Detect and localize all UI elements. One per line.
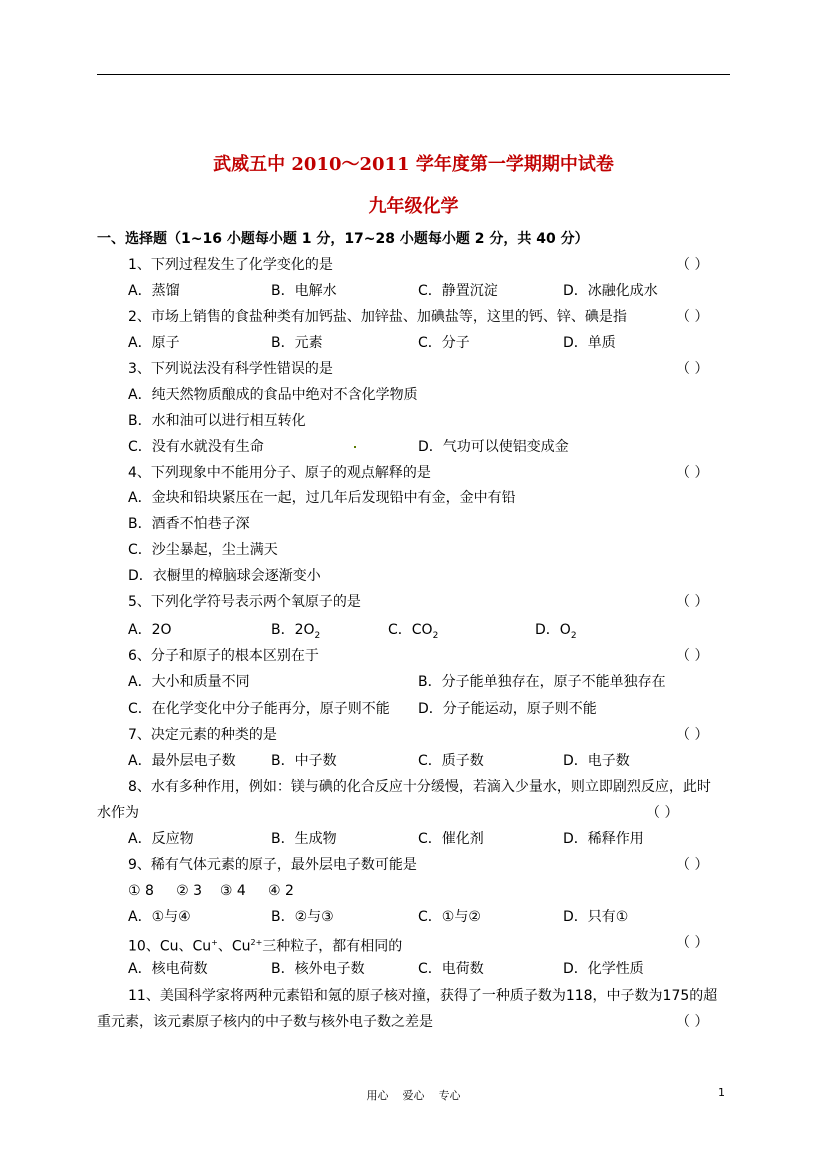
question-11-stem: 11、美国科学家将两种元素铅和氪的原子核对撞，获得了一种质子数为118，中子数为175的超 <box>128 988 718 1004</box>
q10-stem-part1: 10、Cu、Cu <box>128 938 212 955</box>
q6-option-b: B．分子能单独存在，原子不能单独存在 <box>418 674 666 690</box>
q7-option-b: B．中子数 <box>271 753 337 769</box>
answer-blank-6: （ ） <box>676 648 709 664</box>
q9-items: ① 8 ② 3 ③ 4 ④ 2 <box>128 883 294 899</box>
q5-option-c-sub: 2 <box>432 630 439 641</box>
q3-option-b: B．水和油可以进行相互转化 <box>128 413 306 429</box>
q2-option-d: D．单质 <box>563 335 616 351</box>
q5-option-d-sub: 2 <box>570 630 577 641</box>
question-11-stem-cont: 重元素，该元素原子核内的中子数与核外电子数之差是 <box>97 1014 433 1030</box>
q1-option-d: D．冰融化成水 <box>563 283 658 299</box>
q9-option-c: C．①与② <box>418 909 481 925</box>
q10-stem-part3: 三种粒子，都有相同的 <box>262 938 403 955</box>
q10-option-a: A．核电荷数 <box>128 961 208 977</box>
q1-option-a: A．蒸馏 <box>128 283 180 299</box>
question-4-stem: 4、下列现象中不能用分子、原子的观点解释的是 <box>128 465 431 481</box>
answer-blank-9: （ ） <box>676 857 709 873</box>
q5-option-b-text: B．2O <box>271 622 315 638</box>
q7-option-c: C．质子数 <box>418 753 484 769</box>
answer-blank-4: （ ） <box>676 465 709 481</box>
q8-option-b: B．生成物 <box>271 831 337 847</box>
q5-option-c-text: C．CO <box>388 622 433 638</box>
q2-option-c: C．分子 <box>418 335 470 351</box>
answer-blank-11: （ ） <box>676 1014 709 1030</box>
q10-sup-2: 2+ <box>250 938 263 947</box>
exam-title: 武威五中 2010～2011 学年度第一学期期中试卷 <box>213 154 614 175</box>
question-9-stem: 9、稀有气体元素的原子，最外层电子数可能是 <box>128 857 417 873</box>
question-3-stem: 3、下列说法没有科学性错误的是 <box>128 361 333 377</box>
page-footer: 用心 爱心 专心 <box>366 1089 461 1102</box>
q4-option-d: D．衣橱里的樟脑球会逐渐变小 <box>128 568 321 584</box>
q3-option-d: D．气功可以使铝变成金 <box>418 439 569 455</box>
q8-option-a: A．反应物 <box>128 831 194 847</box>
q2-option-a: A．原子 <box>128 335 180 351</box>
q6-option-a: A．大小和质量不同 <box>128 674 250 690</box>
question-8-stem-cont: 水作为 <box>97 805 139 821</box>
question-1-stem: 1、下列过程发生了化学变化的是 <box>128 257 333 273</box>
q5-option-a: A．2O <box>128 622 172 638</box>
q4-option-c: C．沙尘暴起，尘土满天 <box>128 542 278 558</box>
q1-option-c: C．静置沉淀 <box>418 283 498 299</box>
header-rule <box>97 74 730 75</box>
answer-blank-7: （ ） <box>676 727 709 743</box>
page-number: 1 <box>718 1086 725 1099</box>
stray-dot <box>354 446 356 448</box>
q7-option-a: A．最外层电子数 <box>128 753 236 769</box>
q10-sup-1: + <box>211 938 218 947</box>
q9-option-b: B．②与③ <box>271 909 334 925</box>
q4-option-b: B．酒香不怕巷子深 <box>128 516 250 532</box>
exam-subtitle: 九年级化学 <box>368 196 459 217</box>
question-5-stem: 5、下列化学符号表示两个氧原子的是 <box>128 594 361 610</box>
answer-blank-1: （ ） <box>676 257 709 273</box>
q10-stem-part2: 、Cu <box>217 938 251 955</box>
q6-option-c: C．在化学变化中分子能再分，原子则不能 <box>128 701 390 717</box>
question-6-stem: 6、分子和原子的根本区别在于 <box>128 648 319 664</box>
answer-blank-3: （ ） <box>676 361 709 377</box>
q8-option-d: D．稀释作用 <box>563 831 644 847</box>
question-7-stem: 7、决定元素的种类的是 <box>128 727 277 743</box>
q3-option-a: A．纯天然物质酿成的食品中绝对不含化学物质 <box>128 387 418 403</box>
answer-blank-8: （ ） <box>646 805 679 821</box>
q9-option-a: A．①与④ <box>128 909 191 925</box>
answer-blank-2: （ ） <box>676 309 709 325</box>
q5-option-b-sub: 2 <box>314 630 321 641</box>
q7-option-d: D．电子数 <box>563 753 630 769</box>
question-8-stem: 8、水有多种作用，例如：镁与碘的化合反应十分缓慢，若滴入少量水，则立即剧烈反应，此时 <box>128 779 711 795</box>
q9-option-d: D．只有① <box>563 909 629 925</box>
q8-option-c: C．催化剂 <box>418 831 484 847</box>
q5-option-b <box>271 621 320 645</box>
q4-option-a: A．金块和铅块紧压在一起，过几年后发现铅中有金，金中有铅 <box>128 490 516 506</box>
answer-blank-5: （ ） <box>676 594 709 610</box>
q10-option-c: C．电荷数 <box>418 961 484 977</box>
q1-option-b: B．电解水 <box>271 283 337 299</box>
question-10-stem <box>128 934 402 956</box>
q5-option-c <box>388 621 438 645</box>
q6-option-d: D．分子能运动，原子则不能 <box>418 701 597 717</box>
question-2-stem: 2、市场上销售的食盐种类有加钙盐、加锌盐、加碘盐等，这里的钙、锌、碘是指 <box>128 309 627 325</box>
section-heading: 一、选择题（1~16 小题每小题 1 分，17~28 小题每小题 2 分，共 40 分） <box>97 231 589 247</box>
q5-option-d-text: D．O <box>535 622 571 638</box>
q2-option-b: B．元素 <box>271 335 323 351</box>
answer-blank-10: （ ） <box>676 935 709 951</box>
q10-option-b: B．核外电子数 <box>271 961 365 977</box>
q10-option-d: D．化学性质 <box>563 961 644 977</box>
q3-option-c: C．没有水就没有生命 <box>128 439 264 455</box>
q5-option-d <box>535 621 577 645</box>
